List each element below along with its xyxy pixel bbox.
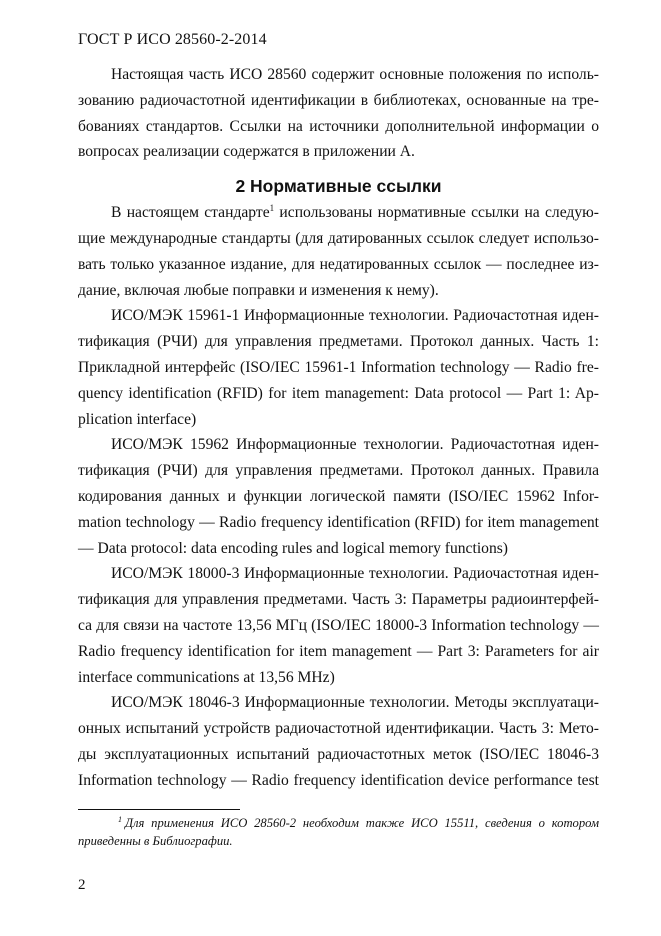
text-line: вопросах реализации содержатся в приложении А. <box>78 143 415 161</box>
text-line: онных испытаний устройств радиочастотной идентификации. Часть 3: Мето- <box>78 720 599 738</box>
text-line: ИСО/МЭК 18046-3 Информационные технологии. Методы эксплуатаци- <box>111 694 599 712</box>
footnote-line <box>78 815 599 833</box>
reference-paragraph <box>78 303 599 432</box>
text-line: Information technology — Radio frequency identification device performance test <box>78 771 599 789</box>
footnote-separator <box>78 809 240 810</box>
footnote-line: приведенны в Библиографии. <box>78 833 233 848</box>
text-line: щие международные стандарты (для датированных ссылок следует использо- <box>78 229 599 247</box>
body-text <box>78 62 599 794</box>
text-line: вать только указанное издание, для недатированных ссылок — последнее из- <box>78 255 599 273</box>
reference-paragraph <box>78 561 599 690</box>
text-line: са для связи на частоте 13,56 МГц (ISO/IEC 18000-3 Information technology — <box>78 616 599 634</box>
text-line: Прикладной интерфейс (ISO/IEC 15961-1 Information technology — Radio fre- <box>78 358 599 376</box>
text-line: тификация (РЧИ) для управления предметами. Протокол данных. Часть 1: <box>78 333 599 351</box>
footnote-mark: 1 <box>118 814 122 824</box>
footnote-reference: 1 <box>269 203 275 213</box>
footnote <box>78 815 599 850</box>
text-line: ИСО/МЭК 15961-1 Информационные технологии. Радиочастотная иден- <box>111 307 599 325</box>
text-fragment: использованы нормативные ссылки на следую- <box>274 204 599 222</box>
reference-paragraph <box>78 432 599 561</box>
document-header: ГОСТ Р ИСО 28560-2-2014 <box>78 31 267 48</box>
section-intro-paragraph <box>78 200 599 303</box>
footnote-text: Для применения ИСО 28560-2 необходим также ИСО 15511, сведения о котором <box>125 816 599 830</box>
page-number: 2 <box>78 877 86 893</box>
text-line: mation technology — Radio frequency identification (RFID) for item management <box>78 513 599 531</box>
text-line: — Data protocol: data encoding rules and logical memory functions) <box>78 539 509 557</box>
intro-paragraph <box>78 62 599 165</box>
text-line: зованию радиочастотной идентификации в библиотеках, основанные на тре- <box>78 91 599 109</box>
reference-paragraph <box>78 690 599 793</box>
text-line: Настоящая часть ИСО 28560 содержит основные положения по исполь- <box>111 66 599 83</box>
text-line: ИСО/МЭК 15962 Информационные технологии. Радиочастотная иден- <box>111 436 599 454</box>
text-fragment: В настоящем стандарте <box>111 204 270 222</box>
text-line: бованиях стандартов. Ссылки на источники дополнительной информации о <box>78 117 599 135</box>
section-heading: 2 Нормативные ссылки <box>235 176 442 197</box>
text-line: кодирования данных и функции логической памяти (ISO/IEC 15962 Infor- <box>78 487 599 505</box>
text-line: тификация (РЧИ) для управления предметами. Протокол данных. Правила <box>78 462 599 480</box>
text-line: interface communications at 13,56 MHz) <box>78 668 335 686</box>
text-line: ды эксплуатационных испытаний радиочастотных меток (ISO/IEC 18046-3 <box>78 745 599 763</box>
text-line: дание, включая любые поправки и изменения к нему). <box>78 281 439 299</box>
text-line: тификация для управления предметами. Часть 3: Параметры радиоинтерфей- <box>78 591 599 609</box>
text-line <box>78 200 599 226</box>
text-line: Radio frequency identification for item management — Part 3: Parameters for air <box>78 642 599 660</box>
text-line: ИСО/МЭК 18000-3 Информационные технологии. Радиочастотная иден- <box>111 565 599 583</box>
text-line: quency identification (RFID) for item management: Data protocol — Part 1: Ap- <box>78 384 599 402</box>
text-line: plication interface) <box>78 410 197 428</box>
